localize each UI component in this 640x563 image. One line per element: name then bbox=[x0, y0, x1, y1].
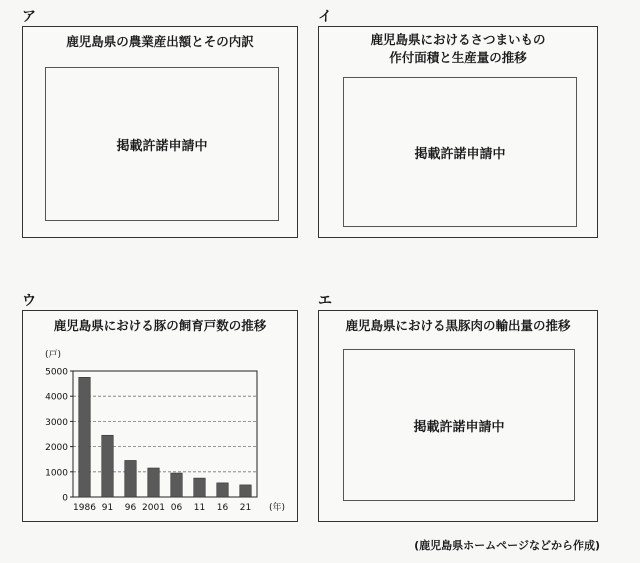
y-tick-label: 1000 bbox=[45, 468, 68, 479]
panel-a bbox=[22, 26, 298, 238]
panel-e-image-placeholder bbox=[343, 349, 575, 501]
x-tick-label: 11 bbox=[193, 503, 206, 513]
y-tick-label: 4000 bbox=[45, 392, 68, 403]
panel-i-label: イ bbox=[318, 9, 332, 25]
x-tick-label: 2001 bbox=[142, 503, 165, 513]
panel-i-title-line1: 鹿児島県におけるさつまいもの bbox=[370, 32, 546, 47]
bar-06 bbox=[171, 473, 183, 497]
y-tick-label: 2000 bbox=[45, 443, 68, 454]
y-tick-label: 5000 bbox=[45, 367, 68, 378]
x-tick-label: 06 bbox=[170, 503, 183, 513]
panel-i-title-line2: 作付面積と生産量の推移 bbox=[389, 50, 527, 65]
y-axis-unit: (戸) bbox=[44, 350, 62, 360]
bar-16 bbox=[217, 483, 229, 497]
panel-i-placeholder-text: 掲載許諾申請中 bbox=[414, 146, 506, 162]
panel-a-title: 鹿児島県の農業産出額とその内訳 bbox=[66, 34, 254, 49]
panel-i-image-placeholder bbox=[343, 77, 577, 227]
bar-11 bbox=[194, 478, 206, 497]
x-tick-label: 96 bbox=[124, 503, 137, 513]
x-tick-label: 21 bbox=[239, 503, 252, 513]
bar-2001 bbox=[148, 468, 160, 497]
source-note: (鹿児島県ホームページなどから作成) bbox=[414, 539, 600, 552]
panel-a-placeholder-text: 掲載許諾申請中 bbox=[116, 138, 208, 154]
panel-e-placeholder-text: 掲載許諾申請中 bbox=[413, 419, 505, 435]
panel-a-label: ア bbox=[22, 9, 36, 25]
bar-21 bbox=[240, 485, 252, 497]
panel-u-title: 鹿児島県における豚の飼育戸数の推移 bbox=[53, 318, 267, 333]
panel-u-label: ウ bbox=[22, 293, 36, 309]
panel-i bbox=[318, 26, 598, 238]
panel-a-image-placeholder bbox=[45, 67, 279, 221]
y-tick-label: 0 bbox=[62, 493, 68, 504]
pig-farms-bar-chart bbox=[23, 341, 295, 521]
panel-u bbox=[22, 310, 298, 522]
bar-1986 bbox=[79, 377, 91, 497]
panel-e bbox=[318, 310, 598, 522]
panel-e-label: エ bbox=[318, 293, 332, 309]
bar-96 bbox=[125, 460, 137, 497]
x-axis-unit: (年) bbox=[268, 503, 286, 513]
plot-frame bbox=[73, 371, 257, 497]
x-tick-label: 91 bbox=[101, 503, 114, 513]
x-tick-label: 16 bbox=[216, 503, 229, 513]
panel-e-title: 鹿児島県における黒豚肉の輸出量の推移 bbox=[345, 318, 571, 333]
bar-91 bbox=[102, 435, 114, 497]
x-tick-label: 1986 bbox=[73, 503, 96, 513]
y-tick-label: 3000 bbox=[45, 417, 68, 428]
